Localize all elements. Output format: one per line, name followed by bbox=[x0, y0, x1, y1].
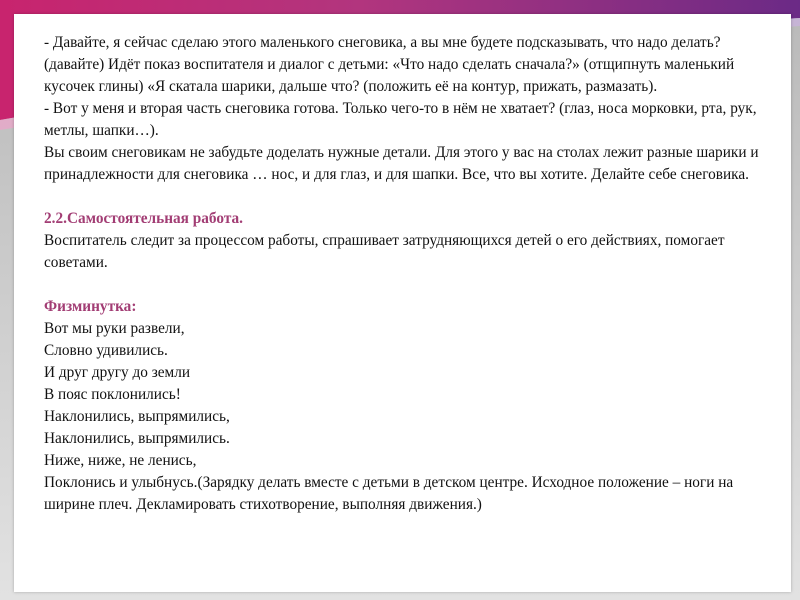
spacer bbox=[44, 186, 784, 208]
poem-line: И друг другу до земли bbox=[44, 364, 191, 381]
poem-line: Наклонились, выпрямились, bbox=[44, 408, 230, 425]
spacer bbox=[44, 274, 784, 296]
poem-line: В пояс поклонились! bbox=[44, 386, 181, 403]
poem-line: Словно удивились. bbox=[44, 342, 168, 359]
poem-line: Ниже, ниже, не ленись, bbox=[44, 452, 197, 469]
independent-text: Воспитатель следит за процессом работы, спрашивает затрудняющихся детей о его действиях, помогает советами. bbox=[44, 232, 725, 271]
section-heading-fizminutka: Физминутка: bbox=[44, 298, 137, 315]
intro-paragraph-3: Вы своим снеговикам не забудьте доделать нужные детали. Для этого у вас на столах лежит разные шарики и принадлежности для снеговика … нос, и для глаз, и для шапки. Все, что вы хотите. Делайте себе снеговика. bbox=[44, 144, 759, 183]
fizminutka-closing: Поклонись и улыбнусь.(Зарядку делать вместе с детьми в детском центре. Исходное положение – ноги на ширине плеч. Декламировать стихотворение, выполняя движения.) bbox=[44, 474, 734, 513]
content-card bbox=[14, 14, 791, 592]
poem-line: Наклонились, выпрямились. bbox=[44, 430, 230, 447]
intro-paragraph-1: - Давайте, я сейчас сделаю этого маленького снеговика, а вы мне будете подсказывать, что надо делать? (давайте) Идёт показ воспитателя и диалог с детьми: «Что надо сделать сначала?» (отщипнуть маленький кусочек глины) «Я скатала шарики, дальше что? (положить её на контур, прижать, размазать). bbox=[44, 34, 735, 95]
section-heading-independent: 2.2.Самостоятельная работа. bbox=[44, 210, 244, 227]
poem-line: Вот мы руки развели, bbox=[44, 320, 185, 337]
intro-paragraph-2: - Вот у меня и вторая часть снеговика готова. Только чего-то в нём не хватает? (глаз, носа морковки, рта, рук, метлы, шапки…). bbox=[44, 100, 757, 139]
text-block bbox=[44, 32, 784, 516]
